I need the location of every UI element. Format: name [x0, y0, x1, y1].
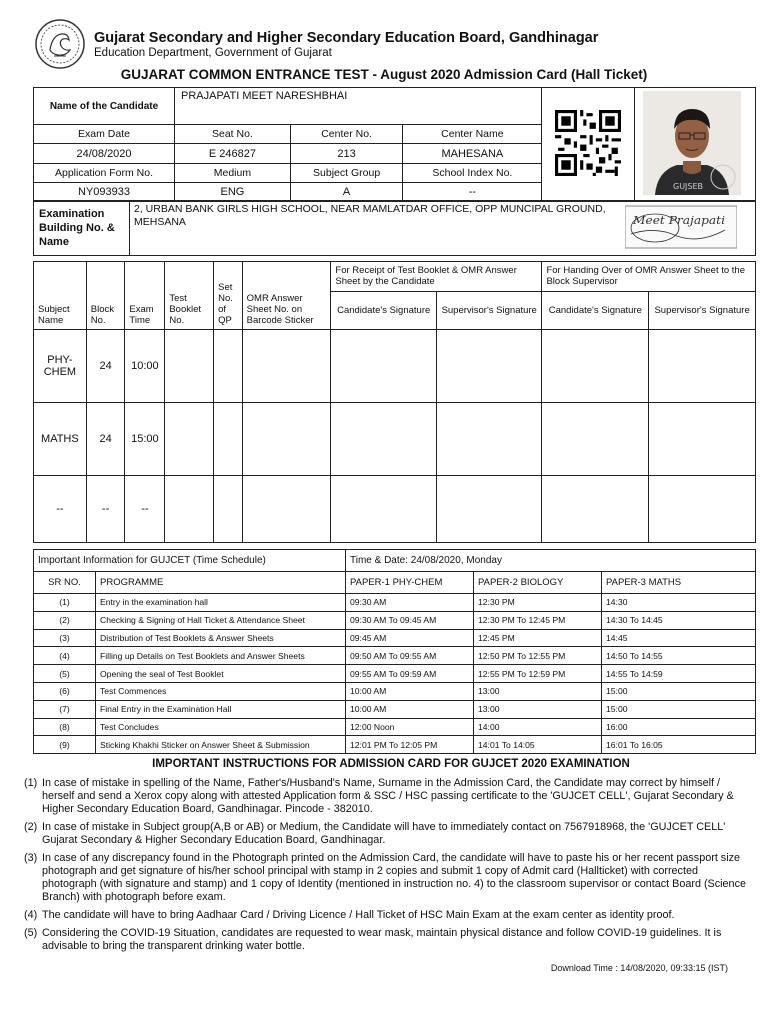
time-cell: 15:00	[125, 403, 165, 476]
paper3-cell: 16:00	[602, 718, 756, 736]
block-cell: 24	[86, 403, 125, 476]
paper2-cell: 12:30 PM	[474, 594, 602, 612]
programme-cell: Test Commences	[96, 682, 346, 700]
signature-cell	[623, 201, 756, 256]
building-address: 2, URBAN BANK GIRLS HIGH SCHOOL, NEAR MAMLATDAR OFFICE, OPP MUNCIPAL GROUND, MEHSANA	[130, 201, 623, 256]
subject-group-value: A	[290, 182, 403, 201]
sr-cell: (8)	[34, 718, 96, 736]
center-name-value: MAHESANA	[403, 144, 542, 163]
paper3-cell: 14:30 To 14:45	[602, 611, 756, 629]
board-subtitle: Education Department, Government of Gujarat	[94, 47, 332, 59]
candidate-signature	[625, 204, 737, 250]
paper2-cell: 13:00	[474, 700, 602, 718]
instruction-text: In case of any discrepancy found in the Photograph printed on the Admission Card, the candidate will have to paste his or her recent passport size photograph and get signature of his/her school principal with stamp in 2 copies and submit 1 copy of Admit card (Hallticket) with corrected photograph (with signature and stamp) and 1 copy of Identity (mentioned in instruction no. 4) to the classroom supervisor or contact Board (Science Branch) with photograph before exam.	[42, 852, 746, 903]
center-no-value: 213	[290, 144, 403, 163]
schedule-title: Important Information for GUJCET (Time Schedule)	[34, 550, 346, 572]
name-label: Name of the Candidate	[34, 88, 175, 125]
block-cell: 24	[86, 330, 125, 403]
table-row	[34, 718, 756, 736]
paper2-cell: 14:01 To 14:05	[474, 736, 602, 754]
col-exam-time: Exam Time	[125, 262, 165, 330]
col-omr-sheet: OMR Answer Sheet No. on Barcode Sticker	[242, 262, 331, 330]
table-row	[34, 611, 756, 629]
col-test-booklet: Test Booklet No.	[165, 262, 214, 330]
table-row	[34, 682, 756, 700]
instruction-item	[24, 927, 746, 953]
time-cell: --	[125, 476, 165, 543]
medium-value: ENG	[175, 182, 291, 201]
center-no-label: Center No.	[290, 125, 403, 144]
subject-group-label: Subject Group	[290, 163, 403, 182]
photo-cell	[634, 88, 755, 202]
programme-cell: Opening the seal of Test Booklet	[96, 665, 346, 683]
paper2-cell: 14:00	[474, 718, 602, 736]
sr-cell: (9)	[34, 736, 96, 754]
instruction-number: (1)	[24, 777, 38, 789]
paper1-cell: 10:00 AM	[346, 682, 474, 700]
col-set-no: Set No. of QP	[214, 262, 243, 330]
programme-cell: Test Concludes	[96, 718, 346, 736]
app-form-label: Application Form No.	[34, 163, 175, 182]
sr-cell: (6)	[34, 682, 96, 700]
sr-cell: (1)	[34, 594, 96, 612]
instruction-text: Considering the COVID-19 Situation, candidates are requested to wear mask, maintain physical distance and follow COVID-19 guidelines. It is advisable to bring the transparent drinking water bottle.	[42, 927, 722, 952]
sr-cell: (3)	[34, 629, 96, 647]
paper2-cell: 12:50 PM To 12:55 PM	[474, 647, 602, 665]
instruction-item	[24, 909, 746, 922]
schedule-table	[33, 549, 756, 754]
paper3-cell: 14:45	[602, 629, 756, 647]
table-row	[34, 594, 756, 612]
exam-date-value: 24/08/2020	[34, 144, 175, 163]
subject-cell: MATHS	[34, 403, 87, 476]
programme-cell: Sticking Khakhi Sticker on Answer Sheet & Submission	[96, 736, 346, 754]
photo-watermark: GUJSEB	[672, 182, 703, 191]
paper1-cell: 09:30 AM To 09:45 AM	[346, 611, 474, 629]
instruction-item	[24, 777, 746, 816]
building-table	[33, 200, 756, 256]
paper1-cell: 09:30 AM	[346, 594, 474, 612]
signature-text: Meet Prajapati	[631, 213, 725, 227]
paper1-cell: 09:55 AM To 09:59 AM	[346, 665, 474, 683]
instructions-section	[24, 758, 746, 958]
paper2-cell: 12:30 PM To 12:45 PM	[474, 611, 602, 629]
instruction-number: (5)	[24, 927, 38, 939]
download-time: Download Time : 14/08/2020, 09:33:15 (IST)	[550, 963, 728, 973]
instruction-text: In case of mistake in spelling of the Name, Father's/Husband's Name, Surname in the Admission Card, the Candidate may correct by himself / herself and send a Xerox copy along with attested Application form & SSC / HSC passing certificate to the 'GUJCET CELL', Gujarat Secondary & Higher Secondary Education Board, Gandhinagar. Pincode - 382010.	[42, 777, 734, 815]
sr-cell: (7)	[34, 700, 96, 718]
instructions-title: IMPORTANT INSTRUCTIONS FOR ADMISSION CARD FOR GUJCET 2020 EXAMINATION	[152, 758, 630, 770]
exam-date-label: Exam Date	[34, 125, 175, 144]
sr-cell: (4)	[34, 647, 96, 665]
instruction-item	[24, 821, 746, 847]
col-candidate-sig-2: Candidate's Signature	[542, 292, 649, 330]
col-paper-2: PAPER-2 BIOLOGY	[474, 572, 602, 594]
instruction-item	[24, 852, 746, 904]
page-title: GUJARAT COMMON ENTRANCE TEST - August 2020 Admission Card (Hall Ticket)	[120, 67, 648, 82]
schedule-date: Time & Date: 24/08/2020, Monday	[346, 550, 756, 572]
board-name: Gujarat Secondary and Higher Secondary Education Board, Gandhinagar	[94, 30, 599, 46]
table-row	[34, 403, 756, 476]
programme-cell: Final Entry in the Examination Hall	[96, 700, 346, 718]
paper2-cell: 12:45 PM	[474, 629, 602, 647]
sr-cell: (5)	[34, 665, 96, 683]
col-block-no: Block No.	[86, 262, 125, 330]
candidate-photo	[643, 91, 741, 195]
col-sr-no: SR NO.	[34, 572, 96, 594]
table-row	[34, 700, 756, 718]
instruction-number: (4)	[24, 909, 38, 921]
col-supervisor-sig-2: Supervisor's Signature	[649, 292, 756, 330]
col-subject-name: Subject Name	[34, 262, 87, 330]
paper3-cell: 15:00	[602, 682, 756, 700]
subjects-table	[33, 261, 756, 543]
medium-label: Medium	[175, 163, 291, 182]
col-supervisor-sig-1: Supervisor's Signature	[436, 292, 542, 330]
col-programme: PROGRAMME	[96, 572, 346, 594]
table-row	[34, 629, 756, 647]
center-name-label: Center Name	[403, 125, 542, 144]
time-cell: 10:00	[125, 330, 165, 403]
qr-code-icon	[553, 110, 623, 176]
instruction-number: (3)	[24, 852, 38, 864]
col-paper-3: PAPER-3 MATHS	[602, 572, 756, 594]
programme-cell: Checking & Signing of Hall Ticket & Attendance Sheet	[96, 611, 346, 629]
candidate-details-table	[33, 87, 756, 202]
paper3-cell: 15:00	[602, 700, 756, 718]
building-label: Examination Building No. & Name	[34, 201, 130, 256]
instruction-text: The candidate will have to bring Aadhaar Card / Driving Licence / Hall Ticket of HSC Main Exam at the exam center as identity proof.	[42, 909, 675, 921]
table-row	[34, 665, 756, 683]
receipt-group-header: For Receipt of Test Booklet & OMR Answer Sheet by the Candidate	[331, 262, 542, 292]
block-cell: --	[86, 476, 125, 543]
school-index-value: --	[403, 182, 542, 201]
instruction-text: In case of mistake in Subject group(A,B or AB) or Medium, the Candidate will have to immediately contact on 7567918968, the 'GUJCET CELL' Gujarat Secondary & Higher Secondary Education Board, Gandhinagar.	[42, 821, 726, 846]
programme-cell: Entry in the examination hall	[96, 594, 346, 612]
paper3-cell: 14:30	[602, 594, 756, 612]
subject-cell: --	[34, 476, 87, 543]
paper2-cell: 12:55 PM To 12:59 PM	[474, 665, 602, 683]
table-row	[34, 330, 756, 403]
paper3-cell: 14:55 To 14:59	[602, 665, 756, 683]
col-candidate-sig-1: Candidate's Signature	[331, 292, 437, 330]
paper2-cell: 13:00	[474, 682, 602, 700]
qr-code-cell	[542, 88, 635, 202]
table-row	[34, 476, 756, 543]
paper3-cell: 16:01 To 16:05	[602, 736, 756, 754]
paper1-cell: 09:50 AM To 09:55 AM	[346, 647, 474, 665]
paper1-cell: 10:00 AM	[346, 700, 474, 718]
paper1-cell: 09:45 AM	[346, 629, 474, 647]
school-index-label: School Index No.	[403, 163, 542, 182]
board-logo-icon	[34, 18, 86, 70]
table-row	[34, 736, 756, 754]
subject-cell: PHY-CHEM	[34, 330, 87, 403]
seat-value: E 246827	[175, 144, 291, 163]
programme-cell: Distribution of Test Booklets & Answer Sheets	[96, 629, 346, 647]
paper1-cell: 12:01 PM To 12:05 PM	[346, 736, 474, 754]
instruction-number: (2)	[24, 821, 38, 833]
app-form-value: NY093933	[34, 182, 175, 201]
seat-label: Seat No.	[175, 125, 291, 144]
header	[34, 16, 734, 68]
paper1-cell: 12:00 Noon	[346, 718, 474, 736]
handover-group-header: For Handing Over of OMR Answer Sheet to the Block Supervisor	[542, 262, 756, 292]
candidate-name: PRAJAPATI MEET NARESHBHAI	[175, 88, 542, 125]
programme-cell: Filling up Details on Test Booklets and Answer Sheets	[96, 647, 346, 665]
col-paper-1: PAPER-1 PHY-CHEM	[346, 572, 474, 594]
table-row	[34, 647, 756, 665]
paper3-cell: 14:50 To 14:55	[602, 647, 756, 665]
sr-cell: (2)	[34, 611, 96, 629]
